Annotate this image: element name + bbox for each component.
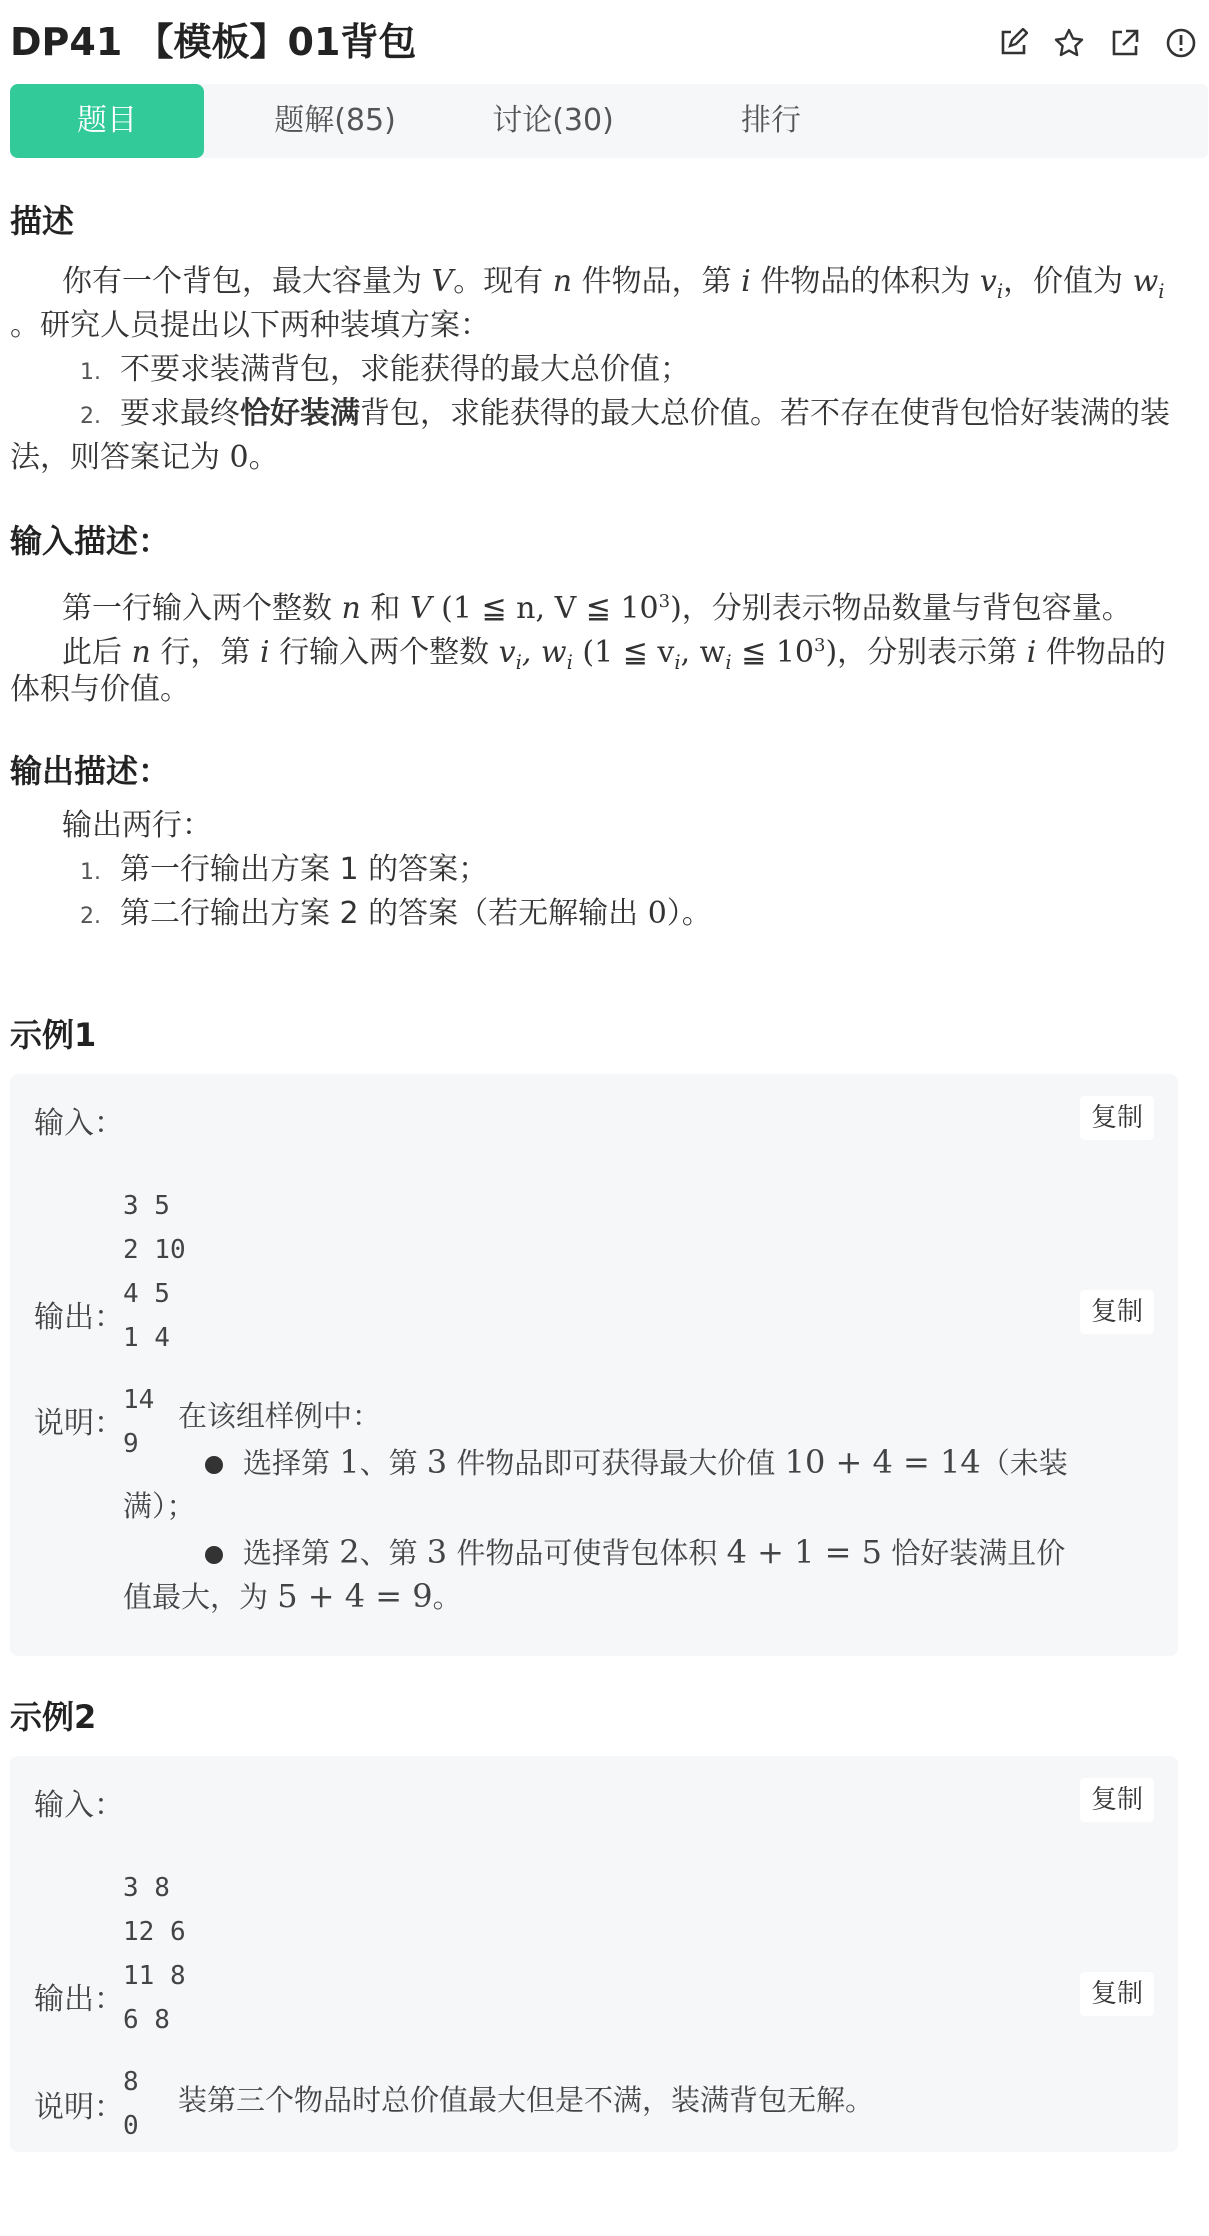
page-title: DP41 【模板】01背包 <box>10 20 417 64</box>
output-list-item: 1. 第一行输出方案 1 的答案； <box>80 852 489 887</box>
copy-output-button[interactable]: 复制 <box>1080 1290 1154 1334</box>
tab-ranking[interactable]: 排行 <box>741 103 801 138</box>
description-list-item: 1. 不要求装满背包，求能获得的最大总价值； <box>80 352 690 387</box>
example1-explain-intro: 在该组样例中： <box>178 1399 382 1433</box>
tab-bar <box>10 84 1208 158</box>
header-actions <box>994 24 1200 62</box>
copy-input-button[interactable]: 复制 <box>1080 1778 1154 1822</box>
example2-explain-text: 装第三个物品时总价值最大但是不满，装满背包无解。 <box>178 2083 875 2117</box>
tab-solutions[interactable]: 题解(85) <box>274 103 396 138</box>
bullet-icon <box>205 1456 223 1474</box>
description-paragraph: 你有一个背包，最大容量为 V。现有 n 件物品，第 i 件物品的体积为 $v_i$，价值为 $w_i$ <box>62 264 1165 303</box>
example2-output-code[interactable]: 8 0 <box>123 2067 139 2141</box>
external-link-icon[interactable] <box>1106 24 1144 62</box>
example2-title: 示例2 <box>10 1698 97 1736</box>
example1-bullet: 选择第 1、第 3 件物品即可获得最大价值 10 + 4 = 14（未装 <box>205 1440 1068 1485</box>
example2-explain-label: 说明： <box>34 2090 124 2125</box>
output-list-item: 2. 第二行输出方案 2 的答案（若无解输出 0）。 <box>80 896 712 931</box>
example1-input-code[interactable]: 3 5 2 10 4 5 1 4 <box>123 1191 186 1353</box>
description-list-item-cont: 法，则答案记为 0。 <box>10 440 279 475</box>
example1-explain-label: 说明： <box>34 1406 124 1441</box>
input-line: 第一行输入两个整数 n 和 V (1 ≦ n, V ≦ $10^3$)，分别表示物品数量与背包容量。 <box>62 591 1132 626</box>
edit-icon[interactable] <box>994 24 1032 62</box>
example2-input-code[interactable]: 3 8 12 6 11 8 6 8 <box>123 1873 186 2035</box>
input-title: 输入描述： <box>10 522 171 560</box>
example1-output-code[interactable]: 14 9 <box>123 1385 155 1459</box>
example2-input-label: 输入： <box>34 1788 124 1823</box>
example1-panel <box>10 1074 1178 1656</box>
copy-output-button[interactable]: 复制 <box>1080 1972 1154 2016</box>
bullet-icon <box>205 1546 223 1564</box>
example2-panel <box>10 1756 1178 2152</box>
input-line: 体积与价值。 <box>10 672 190 707</box>
output-title: 输出描述： <box>10 752 171 790</box>
description-title: 描述 <box>10 202 75 240</box>
example2-output-label: 输出： <box>34 1982 124 2017</box>
star-icon[interactable] <box>1050 24 1088 62</box>
example1-title: 示例1 <box>10 1016 97 1054</box>
output-intro: 输出两行： <box>62 808 212 843</box>
example1-bullet: 选择第 2、第 3 件物品可使背包体积 4 + 1 = 5 恰好装满且价 <box>205 1530 1065 1575</box>
input-line: 此后 n 行，第 i 行输入两个整数 $v_i$, $w_i$ (1 ≦ $v_i$, $w_i$ ≦ $10^3$)，分别表示第 i 件物品的 <box>62 635 1166 674</box>
example1-bullet-cont: 满）； <box>123 1489 196 1523</box>
report-icon[interactable] <box>1162 24 1200 62</box>
tab-discussion[interactable]: 讨论(30) <box>492 103 614 138</box>
example1-input-label: 输入： <box>34 1106 124 1141</box>
tab-problem[interactable]: 题目 <box>10 84 204 158</box>
problem-header <box>10 14 1200 70</box>
description-list-item: 2. 要求最终恰好装满背包，求能获得的最大总价值。若不存在使背包恰好装满的装 <box>80 396 1170 431</box>
description-paragraph-cont: 。研究人员提出以下两种装填方案： <box>10 308 490 343</box>
example1-bullet-cont: 值最大，为 5 + 4 = 9。 <box>123 1577 462 1615</box>
example1-output-label: 输出： <box>34 1300 124 1335</box>
copy-input-button[interactable]: 复制 <box>1080 1096 1154 1140</box>
